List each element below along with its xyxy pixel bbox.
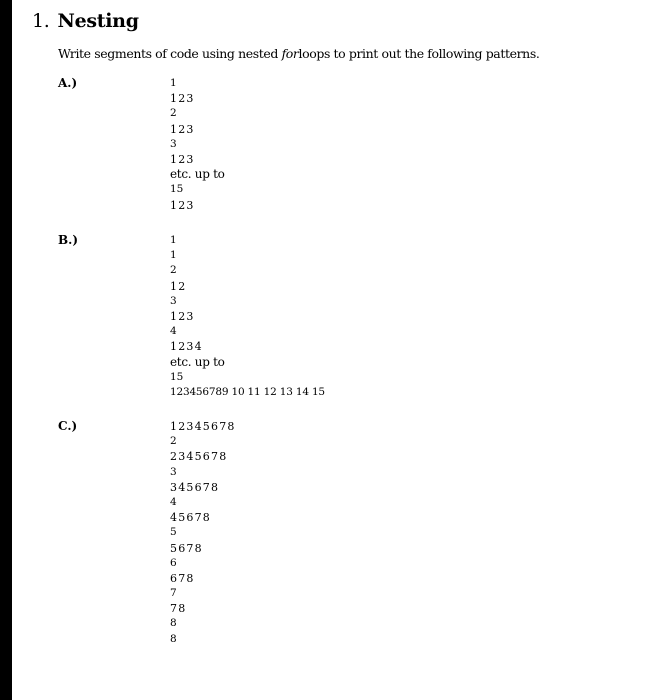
pattern-line: 345678 [170, 480, 220, 494]
pattern-line: 4 [170, 495, 177, 508]
pattern-line: 123 [170, 122, 195, 136]
pattern-line: 2 [170, 435, 177, 448]
pattern-b [170, 233, 325, 400]
instruction-part-1: Write segments of code using nested [58, 46, 282, 61]
document-page [12, 0, 651, 700]
pattern-line: 6 [170, 556, 177, 569]
heading-title: Nesting [57, 10, 139, 32]
section-label-b: B.) [58, 233, 78, 247]
pattern-line: 1 [170, 77, 177, 89]
pattern-line: 12 [170, 279, 187, 293]
pattern-line: 12345678 [170, 420, 236, 433]
pattern-line: 7 [170, 587, 177, 600]
pattern-line: 123 [170, 152, 195, 166]
pattern-line: etc. up to [170, 167, 225, 182]
pattern-line: 1234 [170, 340, 203, 354]
pattern-line: 3 [170, 294, 177, 307]
pattern-line: 3 [170, 137, 177, 150]
pattern-line: 45678 [170, 511, 211, 525]
pattern-line: etc. up to [170, 354, 225, 369]
pattern-line: 123 [170, 92, 195, 106]
instruction-text [58, 46, 539, 61]
section-label-a: A.) [58, 76, 78, 90]
pattern-line: 8 [170, 617, 177, 630]
pattern-line: 5 [170, 526, 177, 539]
pattern-line: 2 [170, 264, 177, 277]
pattern-line: 123456789 10 11 12 13 14 15 [170, 385, 325, 398]
instruction-emphasis: for [281, 46, 299, 61]
pattern-c [170, 419, 236, 647]
pattern-line: 2 [170, 107, 177, 120]
pattern-line: 15 [170, 370, 184, 383]
pattern-line: 678 [170, 571, 195, 585]
pattern-line: 4 [170, 325, 177, 338]
pattern-line: 2345678 [170, 450, 228, 464]
section-heading [32, 10, 139, 32]
heading-number: 1. [32, 10, 50, 32]
pattern-line: 5678 [170, 541, 203, 555]
instruction-part-2: loops to print out the following patterns. [298, 46, 540, 61]
pattern-line: 123 [170, 198, 195, 212]
section-label-c: C.) [58, 419, 78, 433]
pattern-line: 1 [170, 249, 177, 262]
pattern-line: 78 [170, 602, 187, 616]
pattern-line: 1 [170, 234, 177, 246]
pattern-line: 123 [170, 309, 195, 323]
pattern-line: 8 [170, 632, 177, 645]
pattern-line: 3 [170, 465, 177, 478]
pattern-a [170, 76, 225, 213]
pattern-line: 15 [170, 183, 184, 196]
